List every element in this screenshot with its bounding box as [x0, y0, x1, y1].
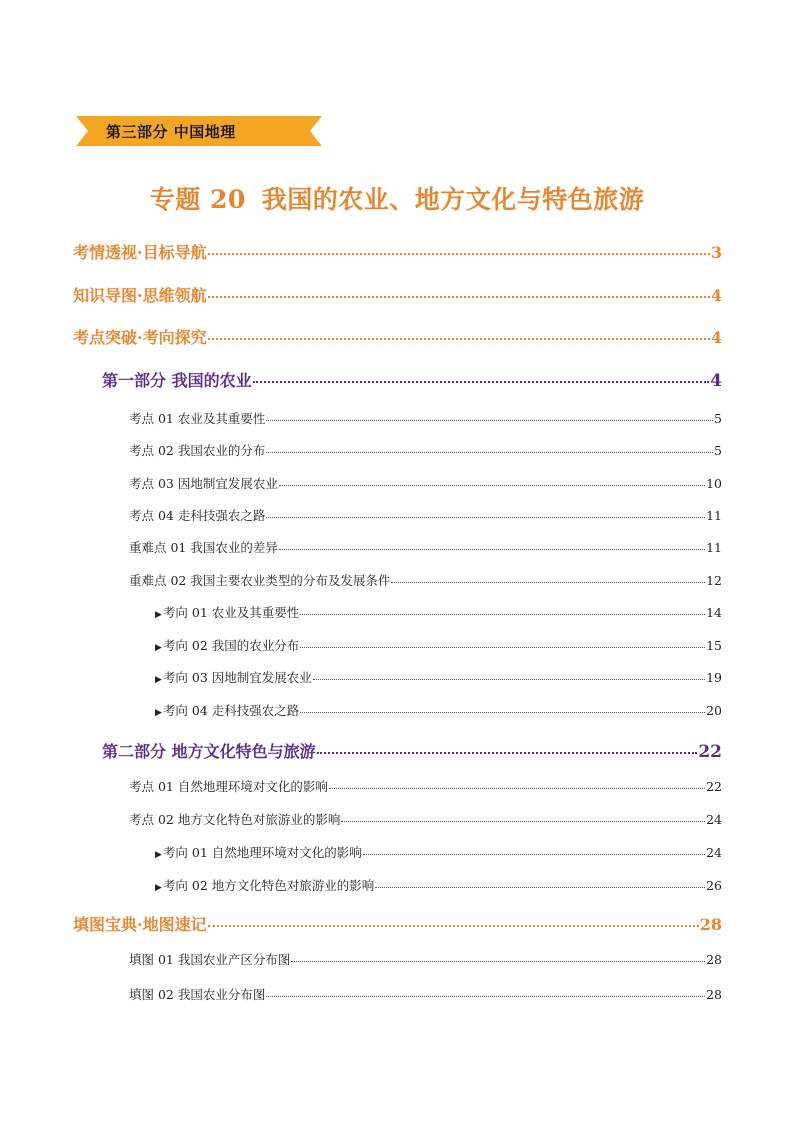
toc-page-number: 11	[706, 540, 722, 555]
toc-entry-label	[129, 474, 278, 492]
toc-entry-label	[102, 739, 316, 762]
dot-leader	[341, 821, 705, 822]
toc-entry[interactable]	[129, 985, 722, 1003]
toc-entry-text: 考点 01 自然地理环境对文化的影响	[129, 779, 328, 794]
dot-leader	[300, 712, 705, 713]
toc-entry[interactable]	[155, 843, 722, 861]
page-title	[0, 180, 794, 216]
toc-entry[interactable]	[129, 777, 722, 795]
toc-page-number: 22	[706, 779, 722, 794]
toc-entry[interactable]	[129, 409, 722, 427]
toc-entry-label	[129, 441, 265, 459]
toc-entry-text: 第二部分 地方文化特色与旅游	[102, 742, 316, 761]
toc-entry[interactable]	[129, 506, 722, 524]
section-banner	[76, 116, 322, 146]
toc-entry-label	[73, 283, 207, 306]
toc-entry[interactable]	[129, 571, 722, 589]
dot-leader	[329, 788, 705, 789]
dot-leader	[208, 338, 710, 340]
toc-entry[interactable]	[73, 240, 722, 263]
toc-entry-text: 考点 03 因地制宜发展农业	[129, 476, 278, 491]
toc-page-number: 3	[710, 243, 722, 262]
toc-entry-text: 知识导图·思维领航	[73, 286, 207, 305]
toc-entry-label	[129, 571, 390, 589]
toc-entry-text: 填图 02 我国农业分布图	[129, 987, 266, 1002]
toc-page-number: 28	[699, 915, 722, 934]
toc-entry-text: 考向 02 地方文化特色对旅游业的影响	[162, 878, 375, 893]
dot-leader	[300, 647, 705, 648]
toc-page-number: 14	[706, 605, 722, 620]
toc-entry[interactable]	[155, 636, 722, 654]
toc-page-number: 11	[706, 508, 722, 523]
toc-entry-label	[155, 843, 362, 861]
dot-leader	[266, 452, 713, 453]
toc-entry-text: 考向 02 我国的农业分布	[162, 638, 300, 653]
toc-entry-label	[129, 810, 340, 828]
toc-entry[interactable]	[73, 283, 722, 306]
toc-entry-label	[129, 950, 290, 968]
toc-entry-label	[129, 506, 265, 524]
toc-entry-text: 考点 01 农业及其重要性	[129, 411, 266, 426]
dot-leader	[266, 996, 705, 997]
toc-entry-text: 考情透视·目标导航	[73, 243, 207, 262]
toc-entry[interactable]	[129, 950, 722, 968]
toc-page-number: 28	[706, 952, 722, 967]
toc-page-number: 26	[706, 878, 722, 893]
toc-page-number: 10	[706, 476, 722, 491]
toc-entry-text: 考向 01 农业及其重要性	[162, 605, 300, 620]
toc-entry-label	[155, 603, 299, 621]
toc-entry-text: 考点 04 走科技强农之路	[129, 508, 266, 523]
dot-leader	[208, 253, 710, 255]
toc-page-number: 20	[706, 703, 722, 718]
toc-entry-text: 考点 02 地方文化特色对旅游业的影响	[129, 812, 341, 827]
toc-entry-label	[129, 777, 328, 795]
toc-page-number: 24	[706, 812, 722, 827]
dot-leader	[266, 420, 713, 421]
toc-entry-label	[155, 668, 312, 686]
dot-leader	[253, 381, 710, 383]
toc-entry-label	[129, 409, 265, 427]
toc-entry-text: 考向 04 走科技强农之路	[162, 703, 300, 718]
toc-page-number: 15	[706, 638, 722, 653]
toc-entry-label	[129, 985, 265, 1003]
toc-entry-label	[155, 876, 374, 894]
toc-entry[interactable]	[129, 538, 722, 556]
toc-entry-text: 填图 01 我国农业产区分布图	[129, 952, 291, 967]
toc-entry-text: 考点突破·考向探究	[73, 328, 207, 347]
toc-entry-label	[155, 636, 299, 654]
arrow-icon: ▶	[155, 643, 162, 653]
toc-page-number: 5	[714, 411, 722, 426]
dot-leader	[363, 854, 705, 855]
toc-entry[interactable]	[102, 368, 722, 391]
topic-number: 专题 20	[149, 185, 246, 214]
topic-title: 我国的农业、地方文化与特色旅游	[261, 185, 645, 214]
toc-page-number: 4	[710, 286, 722, 305]
toc-entry[interactable]	[155, 876, 722, 894]
toc-entry-label	[73, 912, 207, 935]
dot-leader	[291, 961, 705, 962]
toc-entry-label	[155, 701, 299, 719]
toc-entry[interactable]	[73, 325, 722, 348]
dot-leader	[208, 296, 710, 298]
toc-page-number: 4	[710, 371, 722, 391]
toc-entry-text: 考向 01 自然地理环境对文化的影响	[162, 845, 362, 860]
toc-page-number: 5	[714, 443, 722, 458]
arrow-icon: ▶	[155, 883, 162, 893]
arrow-icon: ▶	[155, 675, 162, 685]
toc-entry[interactable]	[129, 441, 722, 459]
dot-leader	[317, 752, 698, 754]
dot-leader	[375, 887, 705, 888]
dot-leader	[208, 925, 699, 927]
toc-entry-text: 考向 03 因地制宜发展农业	[162, 670, 312, 685]
dot-leader	[279, 485, 705, 486]
toc-entry-label	[102, 368, 252, 391]
arrow-icon: ▶	[155, 850, 162, 860]
toc-page-number: 4	[710, 328, 722, 347]
toc-entry-text: 第一部分 我国的农业	[102, 371, 252, 390]
dot-leader	[266, 517, 705, 518]
toc-entry[interactable]	[129, 474, 722, 492]
toc-entry-text: 重难点 02 我国主要农业类型的分布及发展条件	[129, 573, 391, 588]
toc-entry-text: 重难点 01 我国农业的差异	[129, 540, 278, 555]
toc-page-number: 28	[706, 987, 722, 1002]
toc-entry[interactable]	[155, 668, 722, 686]
toc-entry-label	[129, 538, 278, 556]
toc-page-number: 24	[706, 845, 722, 860]
toc-entry[interactable]	[102, 739, 722, 762]
toc-entry-text: 考点 02 我国农业的分布	[129, 443, 266, 458]
toc-page-number: 12	[706, 573, 722, 588]
toc-page-number: 19	[706, 670, 722, 685]
toc-entry-text: 填图宝典·地图速记	[73, 915, 207, 934]
dot-leader	[391, 582, 705, 583]
arrow-icon: ▶	[155, 708, 162, 718]
toc-entry[interactable]	[129, 810, 722, 828]
toc-page-number: 22	[698, 742, 722, 762]
arrow-icon: ▶	[155, 610, 162, 620]
toc-entry-label	[73, 240, 207, 263]
dot-leader	[313, 679, 705, 680]
toc-entry[interactable]	[155, 603, 722, 621]
toc-entry[interactable]	[73, 912, 722, 935]
toc-entry[interactable]	[155, 701, 722, 719]
toc-entry-label	[73, 325, 207, 348]
banner-label: 第三部分 中国地理	[106, 123, 236, 141]
dot-leader	[300, 614, 705, 615]
dot-leader	[279, 549, 705, 550]
